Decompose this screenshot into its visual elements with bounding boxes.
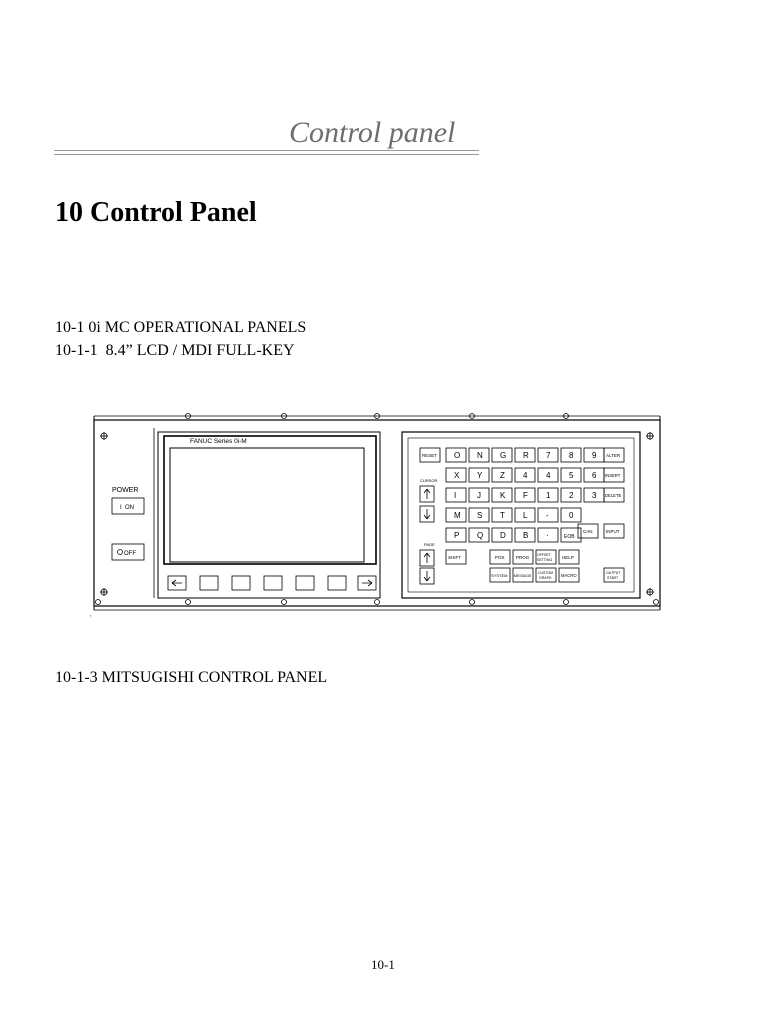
soft-keys [168, 576, 376, 590]
mdi-key-label: 4 [546, 471, 551, 480]
macro-label: MACRO [561, 573, 577, 578]
shift-label: SHIFT [448, 555, 461, 560]
mdi-key-label: X [454, 471, 460, 480]
mdi-key-label: EOB [564, 534, 575, 540]
mdi-key-label: L [523, 511, 528, 520]
mdi-key-label: K [500, 491, 506, 500]
mdi-key-label: F [523, 491, 528, 500]
mdi-key-label: D [500, 531, 506, 540]
pos-label: POS [495, 555, 505, 560]
mdi-key-label: 2 [569, 491, 574, 500]
chapter-heading: 10 Control Panel [55, 197, 257, 228]
svg-text:OUTPUT: OUTPUT [606, 571, 621, 575]
mdi-key-label: P [454, 531, 460, 540]
section-10-1-1: 10-1-1 8.4” LCD / MDI FULL-KEY [55, 342, 295, 359]
message-label: MESSAGE [514, 574, 532, 578]
mdi-key-label: B [523, 531, 529, 540]
mdi-key-label: O [454, 451, 461, 460]
svg-text:I: I [120, 505, 122, 511]
header-rule [54, 150, 479, 155]
input-label: INPUT [606, 529, 620, 534]
mdi-key-label: 5 [569, 471, 574, 480]
mdi-key-label: J [477, 491, 481, 500]
fanuc-panel-drawing [90, 412, 670, 618]
mdi-key-label: G [500, 451, 507, 460]
running-header-title: Control panel [289, 116, 456, 149]
mdi-key-label: 4 [523, 471, 528, 480]
screen-label: FANUC Series 0i-M [190, 438, 247, 445]
on-label: ON [125, 505, 134, 511]
off-label: OFF [124, 551, 136, 557]
mdi-key-label: · [546, 531, 549, 540]
mdi-key-label: 0 [569, 511, 574, 520]
mdi-key-label: 6 [592, 471, 597, 480]
system-label: SYSTEM [491, 573, 508, 578]
mdi-key-label: 1 [546, 491, 551, 500]
can-label: CAN [583, 529, 593, 534]
mdi-key-label: 3 [592, 491, 597, 500]
mdi-key-label: N [477, 451, 483, 460]
cursor-label: CURSOR [420, 478, 438, 483]
section-10-1-3: 10-1-3 MITSUGISHI CONTROL PANEL [55, 669, 328, 686]
svg-text:START: START [607, 576, 619, 580]
section-10-1: 10-1 0i MC OPERATIONAL PANELS [55, 319, 307, 336]
mdi-key-label: M [454, 511, 461, 520]
mdi-key-label: 8 [569, 451, 574, 460]
mdi-key-label: R [523, 451, 529, 460]
help-label: HELP [562, 555, 574, 560]
svg-text:GRAPH: GRAPH [539, 576, 552, 580]
prog-label: PROG [516, 555, 530, 560]
page-label: PAGE [424, 542, 435, 547]
mdi-key-label: T [500, 511, 505, 520]
mdi-key-grid [446, 448, 604, 542]
delete-label: DELETE [605, 493, 622, 498]
page-number: 10-1 [371, 957, 395, 972]
alter-label: ALTER [606, 453, 621, 458]
svg-text:,: , [90, 612, 92, 618]
svg-text:OFFSET: OFFSET [537, 553, 551, 557]
svg-text:CUSTOM: CUSTOM [538, 571, 554, 575]
power-label: POWER [112, 487, 139, 494]
mdi-key-label: S [477, 511, 483, 520]
mdi-key-label: - [546, 511, 549, 520]
mdi-key-label: Y [477, 471, 483, 480]
mdi-key-label: Z [500, 471, 505, 480]
mdi-key-label: 9 [592, 451, 597, 460]
mdi-key-label: 7 [546, 451, 551, 460]
mdi-key-label: I [454, 491, 457, 500]
reset-label: RESET [422, 453, 438, 458]
insert-label: INSERT [605, 473, 621, 478]
mdi-key-label: Q [477, 531, 484, 540]
svg-text:SETTING: SETTING [537, 558, 553, 562]
